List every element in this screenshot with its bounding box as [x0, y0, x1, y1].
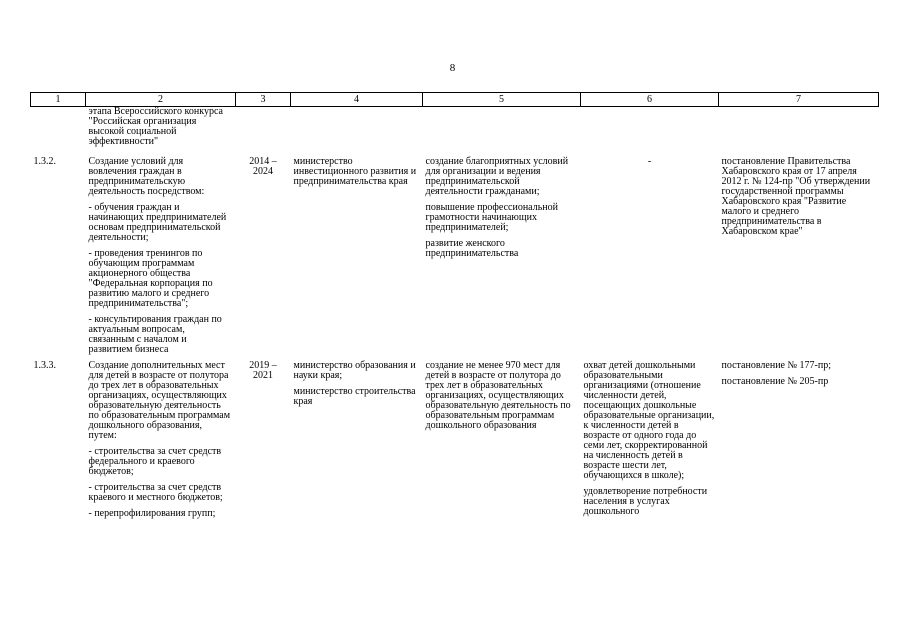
- implementation-years: 2014 – 2024: [249, 156, 277, 177]
- row-number: 1.3.2.: [33, 156, 56, 167]
- col-header-1: 1: [31, 93, 86, 107]
- table-row: [31, 157, 879, 361]
- implementation-years: 2019 – 2021: [249, 360, 277, 381]
- executors: министерство образования и науки края; министерство строительства края: [293, 360, 416, 407]
- indicators: охват детей дошкольными образовательными организациями (отношение численности детей, посещающих дошкольные образовательные организации, к численности детей в возрасте от одного года до семи лет, скорректированной на численность детей в возрасте шести лет, обучающихся в школе); удовлетворение потребности населения в услугах дошкольного: [583, 360, 715, 517]
- col-header-2: 2: [86, 93, 236, 107]
- expected-results: создание благоприятных условий для организации и ведения предпринимательской деятельности гражданами; повышение профессиональной грамотности начинающих предпринимателей; развитие женского предпринимательства: [425, 156, 569, 259]
- legal-documents: постановление Правительства Хабаровского края от 17 апреля 2012 г. № 124-пр "Об утверждении государственной программы Хабаровского края "Развитие малого и среднего предпринимательства в Хабаровском крае": [721, 156, 871, 237]
- legal-documents: постановление № 177-пр; постановление № 205-пр: [721, 360, 831, 387]
- row-number: 1.3.3.: [33, 360, 56, 371]
- column-number-header: [31, 93, 879, 107]
- col-header-7: 7: [719, 93, 879, 107]
- col-header-5: 5: [423, 93, 581, 107]
- executors: министерство инвестиционного развития и предпринимательства края: [293, 156, 417, 187]
- col-header-3: 3: [236, 93, 291, 107]
- col-header-6: 6: [581, 93, 719, 107]
- page-number: 8: [449, 62, 456, 74]
- measure-description: Создание условий для вовлечения граждан в предпринимательскую деятельность посредством: - обучения граждан и начинающих предпринимателей основам предпринимательской деятельности; - проведения тренингов по обучающим программам акционерного общества "Федеральная корпорация по развитию малого и среднего предпринимательства"; - консультирования граждан по актуальным вопросам, связанным с началом и развитием бизнеса: [88, 156, 227, 355]
- expected-results: создание не менее 970 мест для детей в возрасте от полутора до трех лет в образовательных организациях, осуществляющих образовательную деятельность по образовательным программам дошкольного образования: [425, 360, 571, 431]
- measure-description: Создание дополнительных мест для детей в возрасте от полутора до трех лет в образовательных организациях, осуществляющих образовательную деятельность по образовательным программам дошкольного образования, путем: - строительства за счет средств федерального и краевого бюджетов; - строительства за счет средств краевого и местного бюджетов; - перепрофилирования групп;: [88, 360, 231, 519]
- measures-table: [30, 92, 879, 525]
- carryover-text: этапа Всероссийского конкурса "Российская организация высокой социальной эффективности": [88, 106, 223, 147]
- indicators: -: [647, 156, 652, 167]
- carryover-row: [31, 107, 879, 148]
- table-row: [31, 361, 879, 525]
- col-header-4: 4: [291, 93, 423, 107]
